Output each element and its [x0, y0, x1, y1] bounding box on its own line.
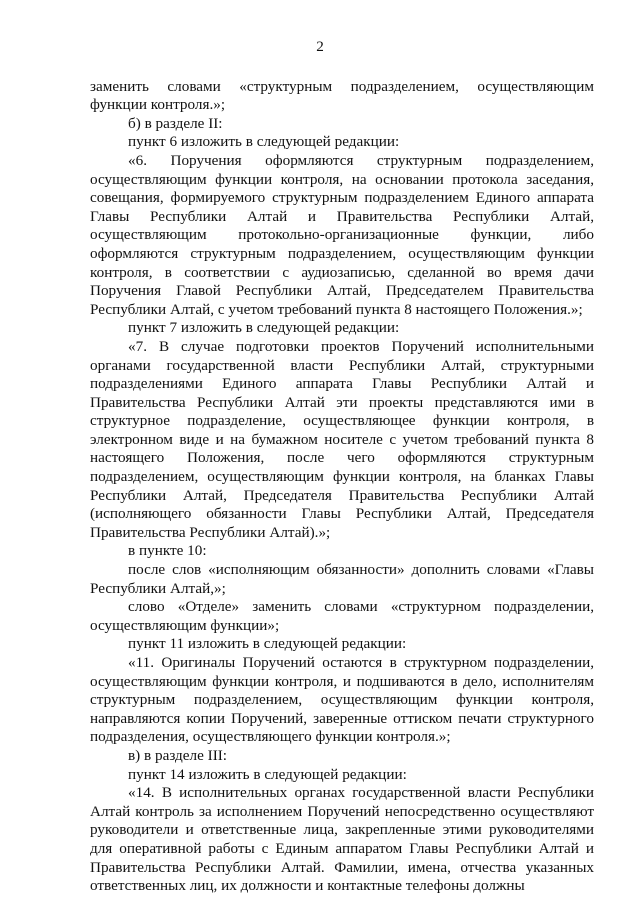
paragraph: «6. Поручения оформляются структурным подразделением, осуществляющим функции контроля, на основании протокола заседания, совещания, формируемого структурным подразделением Единого аппарата Главы Республики Алтай и Правительства Республики Алтай, осуществляющим протокольно-организационные функции, либо оформляются структурным подразделением, осуществляющим функции контроля, в соответствии с аудиозаписью, сделанной во время дачи Поручения Главой Республики Алтай, Председателем Правительства Республики Алтай, с учетом требований пункта 8 настоящего Положения.»; — [90, 151, 594, 318]
paragraph: «11. Оригиналы Поручений остаются в структурном подразделении, осуществляющим функции контроля, и подшиваются в дело, исполнителям структурным подразделением, осуществляющим функции контроля, направляются копии Поручений, заверенные оттиском печати структурного подразделения, осуществляющего функции контроля.»; — [90, 654, 594, 746]
paragraph: «14. В исполнительных органах государственной власти Республики Алтай контроль за исполнением Поручений непосредственно осуществляют руководители и ответственные лица, закрепленные этими руководителями для оперативной работы с Единым аппаратом Главы Республики Алтай и Правительства Республики Алтай. Фамилии, имена, отчества указанных ответственных лиц, их должности и контактные телефоны должны — [90, 784, 594, 895]
paragraph: в) в разделе III: — [128, 746, 228, 764]
page-number: 2 — [316, 38, 324, 55]
paragraph: заменить словами «структурным подразделением, осуществляющим функции контроля.»; — [90, 77, 594, 114]
paragraph: «7. В случае подготовки проектов Поручений исполнительными органами государственной власти Республики Алтай, структурными подразделениями Единого аппарата Главы Республики Алтай и Правительства Республики Алтай эти проекты представляются ими в структурное подразделение, осуществляющее функции контроля, в электронном виде и на бумажном носителе с учетом требований пункта 8 настоящего Положения, после чего оформляются структурным подразделением, осуществляющим функции контроля, на бланках Главы Республики Алтай, Председателя Правительства Республики Алтай (исполняющего обязанности Главы Республики Алтай, Председателя Правительства Республики Алтай).»; — [90, 337, 594, 541]
paragraph: слово «Отделе» заменить словами «структурном подразделении, осуществляющим функции»; — [90, 598, 594, 634]
paragraph: после слов «исполняющим обязанности» дополнить словами «Главы Республики Алтай,»; — [90, 561, 594, 597]
paragraph: пункт 7 изложить в следующей редакции: — [128, 319, 400, 337]
paragraph: пункт 6 изложить в следующей редакции: — [128, 133, 400, 151]
paragraph: б) в разделе II: — [128, 114, 223, 132]
paragraph: в пункте 10: — [128, 542, 207, 560]
document-body — [90, 78, 594, 896]
paragraph: пункт 14 изложить в следующей редакции: — [128, 765, 407, 783]
paragraph: пункт 11 изложить в следующей редакции: — [128, 635, 407, 653]
